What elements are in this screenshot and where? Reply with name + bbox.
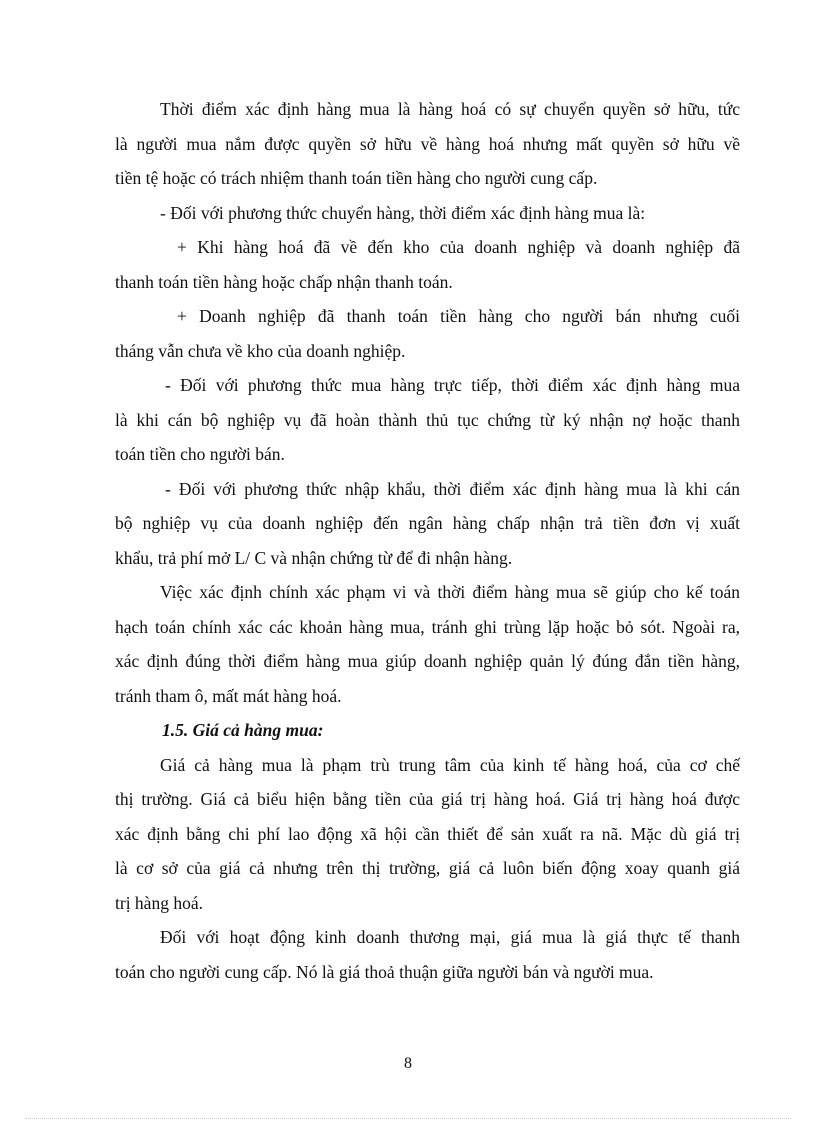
text-line: + Khi hàng hoá đã về đến kho của doanh nghiệp và doanh nghiệp đã (177, 237, 740, 257)
text-line: là khi cán bộ nghiệp vụ đã hoàn thành thủ tục chứng từ ký nhận nợ hoặc thanh (115, 409, 740, 430)
paragraph (115, 299, 740, 368)
text-line: Giá cả hàng mua là phạm trù trung tâm của kinh tế hàng hoá, của cơ chế (160, 754, 740, 775)
text-line: - Đối với phương thức nhập khẩu, thời điểm xác định hàng mua là khi cán (165, 478, 740, 499)
text-line: Đối với hoạt động kinh doanh thương mại, giá mua là giá thực tế thanh (160, 927, 740, 947)
page-bottom-divider (25, 1118, 791, 1119)
page-number: 8 (404, 1055, 412, 1072)
paragraph (115, 92, 740, 196)
text-line: là người mua nắm được quyền sở hữu về hàng hoá nhưng mất quyền sở hữu về (115, 133, 740, 154)
text-line: xác định đúng thời điểm hàng mua giúp doanh nghiệp quản lý đúng đắn tiền hàng, (115, 651, 740, 671)
text-line: là cơ sở của giá cả nhưng trên thị trường, giá cả luôn biến động xoay quanh giá (115, 858, 740, 878)
paragraph (115, 920, 740, 989)
body-text (115, 92, 740, 989)
text-line: toán tiền cho người bán. (115, 444, 285, 464)
section-heading: 1.5. Giá cả hàng mua: (162, 720, 324, 740)
text-line: toán cho người cung cấp. Nó là giá thoả thuận giữa người bán và người mua. (115, 961, 654, 982)
text-line: trị hàng hoá. (115, 892, 203, 913)
paragraph (115, 230, 740, 299)
text-line: tháng vẫn chưa về kho của doanh nghiệp. (115, 340, 406, 361)
paragraph (115, 196, 740, 231)
text-line: Việc xác định chính xác phạm vi và thời điểm hàng mua sẽ giúp cho kế toán (160, 582, 740, 602)
text-line: khẩu, trả phí mở L/ C và nhận chứng từ để đi nhận hàng. (115, 547, 513, 568)
text-line: Thời điểm xác định hàng mua là hàng hoá có sự chuyển quyền sở hữu, tức (160, 99, 740, 119)
text-line: thanh toán tiền hàng hoặc chấp nhận thanh toán. (115, 271, 453, 292)
paragraph (115, 748, 740, 921)
text-line: - Đối với phương thức mua hàng trực tiếp, thời điểm xác định hàng mua (165, 375, 740, 395)
text-line: bộ nghiệp vụ của doanh nghiệp đến ngân hàng chấp nhận trả tiền đơn vị xuất (115, 513, 740, 533)
paragraph (115, 472, 740, 576)
text-line: + Doanh nghiệp đã thanh toán tiền hàng cho người bán nhưng cuối (177, 306, 740, 326)
text-line: thị trường. Giá cả biểu hiện bằng tiền của giá trị hàng hoá. Giá trị hàng hoá được (115, 789, 740, 809)
text-line: - Đối với phương thức chuyển hàng, thời điểm xác định hàng mua là: (160, 202, 646, 223)
text-line: tiền tệ hoặc có trách nhiệm thanh toán tiền hàng cho người cung cấp. (115, 168, 598, 188)
paragraph (115, 368, 740, 472)
text-line: xác định bằng chi phí lao động xã hội cần thiết để sản xuất ra nã. Mặc dù giá trị (115, 823, 740, 844)
text-line: hạch toán chính xác các khoản hàng mua, tránh ghi trùng lặp hoặc bỏ sót. Ngoài ra, (115, 616, 740, 637)
text-line: tránh tham ô, mất mát hàng hoá. (115, 685, 342, 706)
paragraph (115, 575, 740, 713)
